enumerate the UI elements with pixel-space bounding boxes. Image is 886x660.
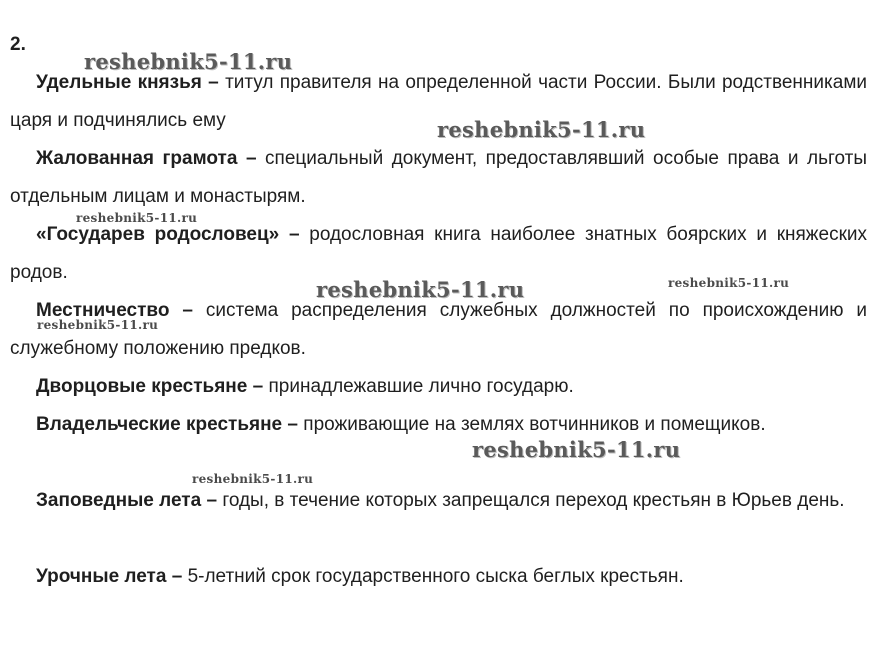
definition-entry	[10, 482, 867, 520]
entry-dash: –	[288, 224, 300, 245]
entry-dash: –	[287, 414, 298, 435]
entry-definition: система распределения служебных должностей по происхождению и служебному положению предков.	[10, 300, 868, 359]
definition-entry	[10, 558, 867, 596]
definition-entry	[10, 368, 867, 406]
entry-definition: годы, в течение которых запрещался переход крестьян в Юрьев день.	[222, 490, 845, 511]
entry-term: Дворцовые крестьяне	[36, 376, 248, 397]
entry-dash: –	[245, 148, 257, 169]
entry-definition: титул правителя на определенной части России. Были родственниками царя и подчинялись ему	[10, 72, 868, 131]
entry-term: Заповедные лета	[36, 490, 202, 511]
entry-definition: проживающие на землях вотчинников и помещиков.	[303, 414, 766, 435]
watermark: reshebnik5-11.ru	[192, 472, 314, 486]
entry-term: Урочные лета	[36, 566, 167, 587]
entry-dash: –	[182, 300, 193, 321]
definition-entry	[10, 406, 867, 444]
entry-term: Владельческие крестьяне	[36, 414, 283, 435]
entry-definition: принадлежавшие лично государю.	[268, 376, 574, 397]
entry-dash: –	[208, 72, 219, 93]
entry-definition: 5-летний срок государственного сыска беглых крестьян.	[187, 566, 684, 587]
task-number: 2.	[10, 34, 26, 55]
watermark: reshebnik5-11.ru	[472, 437, 681, 462]
entry-dash: –	[206, 490, 218, 511]
entry-dash: –	[171, 566, 183, 587]
watermark: reshebnik5-11.ru	[316, 277, 525, 302]
entry-dash: –	[252, 376, 264, 397]
watermark: reshebnik5-11.ru	[37, 318, 159, 332]
entry-term: Местничество	[36, 300, 170, 321]
watermark: reshebnik5-11.ru	[668, 276, 790, 290]
watermark: reshebnik5-11.ru	[84, 49, 293, 74]
entry-term: Удельные князья	[36, 72, 202, 93]
entry-definition: специальный документ, предоставлявший особые права и льготы отдельным лицам и монастырям.	[10, 148, 867, 207]
entry-term: Жалованная грамота	[36, 148, 238, 169]
watermark: reshebnik5-11.ru	[76, 211, 198, 225]
definition-entry	[10, 140, 867, 216]
entry-term: «Государев родословец»	[36, 224, 280, 245]
watermark: reshebnik5-11.ru	[437, 117, 646, 142]
entry-definition: родословная книга наиболее знатных боярских и княжеских родов.	[10, 224, 868, 283]
